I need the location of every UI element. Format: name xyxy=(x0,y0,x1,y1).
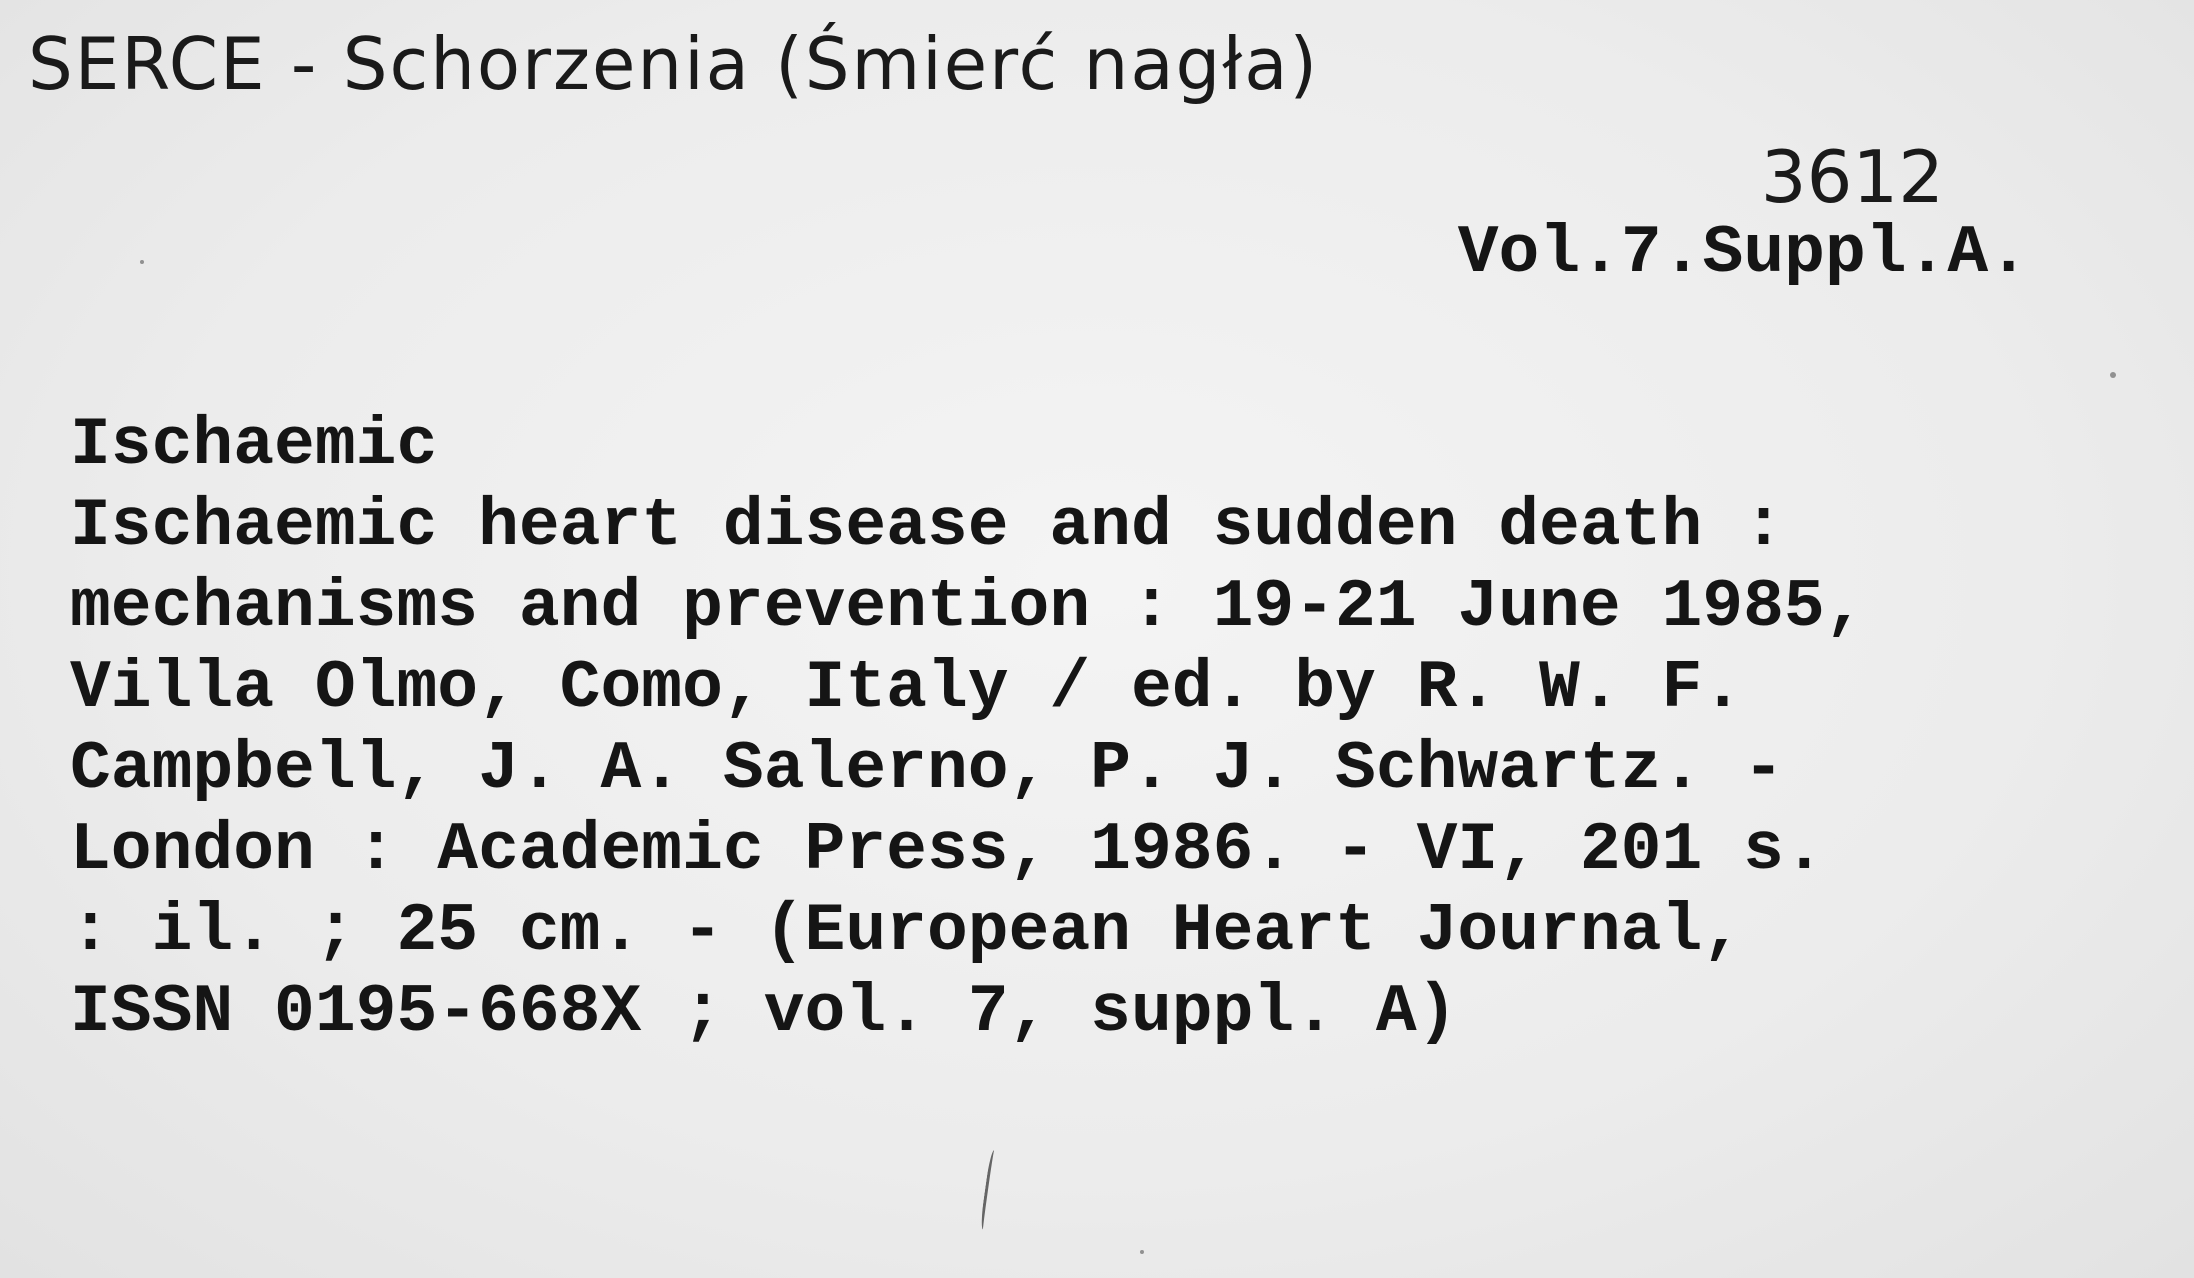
paper-speck xyxy=(140,260,144,264)
entry-line-physical-series: : il. ; 25 cm. - (European Heart Journal, xyxy=(70,893,1744,970)
entry-line-publisher: London : Academic Press, 1986. - VI, 201 s. xyxy=(70,812,1825,889)
volume-designation: Vol.7.Suppl.A. xyxy=(1457,215,2029,292)
entry-line-issn: ISSN 0195-668X ; vol. 7, suppl. A) xyxy=(70,974,1458,1051)
pencil-mark xyxy=(979,1150,999,1230)
subject-heading: SERCE - Schorzenia (Śmierć nagła) xyxy=(28,22,1319,106)
bibliographic-entry xyxy=(70,405,2170,1053)
entry-line-editors: Campbell, J. A. Salerno, P. J. Schwartz. - xyxy=(70,731,1784,808)
entry-line-main-heading: Ischaemic xyxy=(70,407,438,484)
call-number: 3612 xyxy=(1760,135,1944,219)
entry-line-title: Ischaemic heart disease and sudden death : xyxy=(70,488,1784,565)
paper-speck xyxy=(2110,372,2116,378)
entry-line-place-editors: Villa Olmo, Como, Italy / ed. by R. W. F. xyxy=(70,650,1744,727)
paper-speck xyxy=(1140,1250,1144,1254)
entry-line-subtitle: mechanisms and prevention : 19-21 June 1985, xyxy=(70,569,1866,646)
